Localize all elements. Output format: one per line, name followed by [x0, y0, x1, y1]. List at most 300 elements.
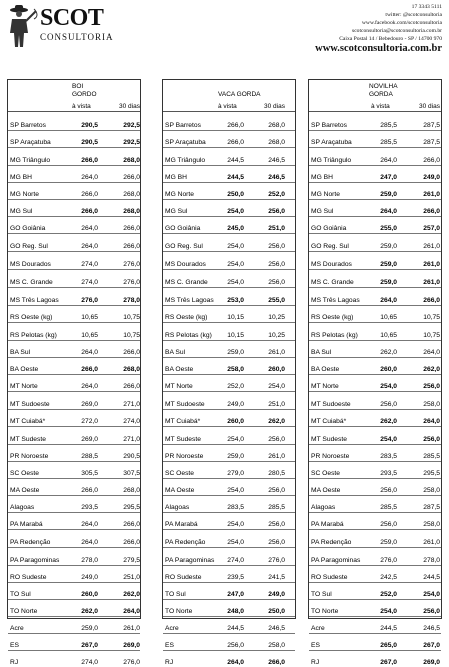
- price-avista: 264,0: [81, 225, 98, 232]
- region-name: RS Oeste (kg): [311, 314, 354, 321]
- price-30dias: 285,5: [268, 504, 285, 511]
- table-row: [8, 287, 140, 305]
- column-header-30dias: 30 dias: [419, 103, 440, 110]
- price-30dias: 10,25: [268, 314, 285, 321]
- price-avista: 285,5: [380, 139, 397, 146]
- region-name: MS Dourados: [311, 261, 352, 268]
- table-row: [8, 251, 140, 269]
- region-name: GO Goiânia: [311, 225, 347, 232]
- table-row: [309, 357, 441, 374]
- region-name: TO Norte: [311, 608, 339, 615]
- price-avista: 266,0: [81, 208, 98, 215]
- table-row: [309, 409, 441, 426]
- table-title: BOI GORDO: [72, 83, 97, 98]
- price-avista: 252,0: [227, 383, 244, 390]
- region-name: SP Araçatuba: [10, 139, 51, 146]
- price-30dias: 276,0: [268, 557, 285, 564]
- price-30dias: 10,75: [123, 332, 140, 339]
- table-title: VACA GORDA: [218, 91, 261, 98]
- logo-wordmark: SCOT: [40, 5, 104, 31]
- region-name: MS Dourados: [165, 261, 206, 268]
- region-name: MT Cuiabá*: [311, 418, 347, 425]
- table-row: [163, 444, 295, 461]
- price-30dias: 249,0: [423, 174, 440, 181]
- price-avista: 264,0: [380, 208, 397, 215]
- price-30dias: 268,0: [123, 366, 140, 373]
- table-row: [8, 340, 140, 357]
- table-row: [163, 650, 295, 667]
- region-name: MG Norte: [165, 191, 194, 198]
- table-row: [309, 461, 441, 478]
- price-avista: 262,0: [380, 418, 397, 425]
- region-name: MG Triângulo: [311, 157, 352, 164]
- region-name: PA Marabá: [311, 521, 344, 528]
- price-30dias: 262,0: [268, 418, 285, 425]
- region-name: GO Reg. Sul: [165, 243, 203, 250]
- price-30dias: 256,0: [268, 539, 285, 546]
- region-name: BA Oeste: [10, 366, 39, 373]
- price-avista: 247,0: [380, 174, 397, 181]
- price-avista: 285,5: [380, 122, 397, 129]
- region-name: MA Oeste: [311, 487, 341, 494]
- price-avista: 254,0: [380, 608, 397, 615]
- table-row: [163, 426, 295, 444]
- table-row: [163, 147, 295, 165]
- price-30dias: 246,5: [268, 174, 285, 181]
- price-30dias: 307,5: [123, 470, 140, 477]
- region-name: GO Reg. Sul: [10, 243, 48, 250]
- table-row: [8, 633, 140, 650]
- price-avista: 266,0: [81, 487, 98, 494]
- table-row: [8, 357, 140, 374]
- price-avista: 239,5: [227, 574, 244, 581]
- price-30dias: 268,0: [268, 139, 285, 146]
- price-30dias: 264,0: [423, 418, 440, 425]
- region-name: PR Noroeste: [165, 453, 204, 460]
- price-avista: 265,0: [380, 642, 397, 649]
- price-avista: 259,0: [227, 453, 244, 460]
- region-name: PR Noroeste: [10, 453, 49, 460]
- price-avista: 266,0: [227, 139, 244, 146]
- table-row: [163, 165, 295, 182]
- table-row: [163, 233, 295, 251]
- region-name: RJ: [311, 659, 320, 666]
- price-avista: 278,0: [81, 557, 98, 564]
- column-header-30dias: 30 dias: [119, 103, 140, 110]
- contact-website[interactable]: www.scotconsultoria.com.br: [315, 43, 442, 54]
- price-30dias: 260,0: [268, 366, 285, 373]
- price-avista: 254,0: [227, 521, 244, 528]
- price-30dias: 10,25: [268, 332, 285, 339]
- region-name: BA Sul: [10, 349, 31, 356]
- price-avista: 266,0: [81, 157, 98, 164]
- logo-subtitle: CONSULTORIA: [40, 32, 114, 42]
- region-name: PA Marabá: [10, 521, 43, 528]
- table-row: [163, 130, 295, 147]
- region-name: MT Sudeste: [10, 436, 46, 443]
- table-row: [309, 322, 441, 340]
- price-avista: 252,0: [380, 591, 397, 598]
- price-avista: 256,0: [380, 401, 397, 408]
- price-30dias: 266,0: [123, 225, 140, 232]
- price-avista: 259,0: [380, 279, 397, 286]
- price-avista: 264,0: [380, 157, 397, 164]
- price-30dias: 251,0: [268, 225, 285, 232]
- region-name: PA Paragominas: [311, 557, 361, 564]
- price-avista: 259,0: [380, 539, 397, 546]
- region-name: RS Oeste (kg): [165, 314, 208, 321]
- price-avista: 262,0: [380, 349, 397, 356]
- price-avista: 256,0: [380, 487, 397, 494]
- table-row: [163, 287, 295, 305]
- table-row: [309, 391, 441, 409]
- price-30dias: 269,0: [423, 659, 440, 666]
- table-row: [163, 565, 295, 582]
- price-avista: 266,0: [81, 191, 98, 198]
- table-row: [163, 251, 295, 269]
- table-row: [163, 495, 295, 512]
- column-header-avista: à vista: [72, 103, 91, 110]
- table-row: [163, 340, 295, 357]
- contact-phone: 17 3343 5111: [411, 4, 442, 10]
- region-name: MT Sudoeste: [311, 401, 351, 408]
- price-avista: 259,0: [380, 243, 397, 250]
- price-30dias: 267,0: [423, 642, 440, 649]
- price-avista: 256,0: [380, 521, 397, 528]
- price-avista: 248,0: [227, 608, 244, 615]
- table-row: [163, 547, 295, 565]
- price-30dias: 278,0: [423, 557, 440, 564]
- region-name: SP Araçatuba: [165, 139, 206, 146]
- table-row: [163, 529, 295, 547]
- price-30dias: 268,0: [123, 157, 140, 164]
- price-30dias: 287,5: [423, 122, 440, 129]
- price-30dias: 276,0: [123, 261, 140, 268]
- price-avista: 259,0: [380, 191, 397, 198]
- price-30dias: 254,0: [268, 383, 285, 390]
- price-avista: 254,0: [227, 539, 244, 546]
- region-name: MT Cuiabá*: [10, 418, 46, 425]
- region-name: PA Paragominas: [165, 557, 215, 564]
- region-name: RS Oeste (kg): [10, 314, 53, 321]
- price-avista: 264,0: [81, 539, 98, 546]
- price-avista: 267,0: [380, 659, 397, 666]
- price-avista: 249,0: [227, 401, 244, 408]
- price-30dias: 250,0: [268, 608, 285, 615]
- table-row: [309, 130, 441, 147]
- price-30dias: 256,0: [268, 487, 285, 494]
- region-name: MG Norte: [10, 191, 39, 198]
- price-avista: 244,5: [227, 625, 244, 632]
- table-row: [8, 147, 140, 165]
- price-30dias: 266,0: [123, 174, 140, 181]
- price-avista: 254,0: [227, 261, 244, 268]
- table-row: [8, 233, 140, 251]
- region-name: PA Paragominas: [10, 557, 60, 564]
- price-avista: 254,0: [227, 487, 244, 494]
- price-30dias: 256,0: [423, 383, 440, 390]
- price-30dias: 285,5: [423, 453, 440, 460]
- table-row: [309, 633, 441, 650]
- price-30dias: 244,5: [423, 574, 440, 581]
- price-30dias: 271,0: [123, 401, 140, 408]
- price-30dias: 256,0: [268, 279, 285, 286]
- region-name: SP Barretos: [311, 122, 347, 129]
- region-name: MG BH: [10, 174, 32, 181]
- region-name: Alagoas: [10, 504, 35, 511]
- price-avista: 254,0: [380, 436, 397, 443]
- table-row: [8, 269, 140, 287]
- price-avista: 276,0: [380, 557, 397, 564]
- cowboy-logo-icon: [4, 3, 40, 49]
- price-avista: 264,0: [81, 349, 98, 356]
- table-row: [309, 340, 441, 357]
- price-30dias: 266,0: [423, 208, 440, 215]
- price-avista: 274,0: [227, 557, 244, 564]
- region-name: BA Oeste: [165, 366, 194, 373]
- table-row: [309, 547, 441, 565]
- price-30dias: 256,0: [423, 436, 440, 443]
- region-name: MG Sul: [10, 208, 33, 215]
- table-row: [163, 216, 295, 233]
- table-row: [163, 305, 295, 322]
- price-30dias: 295,5: [123, 504, 140, 511]
- region-name: MS Três Lagoas: [165, 297, 214, 304]
- table-row: [163, 461, 295, 478]
- region-name: MG Norte: [311, 191, 340, 198]
- column-header-avista: à vista: [371, 103, 390, 110]
- price-30dias: 279,5: [123, 557, 140, 564]
- region-name: SC Oeste: [10, 470, 39, 477]
- price-avista: 266,0: [227, 122, 244, 129]
- region-name: MS C. Grande: [165, 279, 208, 286]
- region-name: TO Sul: [10, 591, 31, 598]
- region-name: MS Dourados: [10, 261, 51, 268]
- price-table-2: [162, 79, 296, 666]
- price-avista: 283,5: [380, 453, 397, 460]
- price-table-1: [7, 79, 141, 666]
- region-name: TO Norte: [10, 608, 38, 615]
- table-row: [163, 599, 295, 616]
- price-avista: 290,5: [81, 122, 98, 129]
- table-row: [8, 512, 140, 529]
- price-30dias: 251,0: [268, 401, 285, 408]
- table-row: [163, 616, 295, 633]
- table-row: [309, 565, 441, 582]
- contact-email[interactable]: scotconsultoria@scotconsultoria.com.br: [352, 28, 442, 34]
- price-30dias: 256,0: [423, 608, 440, 615]
- table-row: [309, 147, 441, 165]
- price-avista: 274,0: [81, 279, 98, 286]
- table-row: [8, 529, 140, 547]
- price-avista: 260,0: [81, 591, 98, 598]
- table-row: [163, 112, 295, 130]
- price-avista: 290,5: [81, 139, 98, 146]
- price-30dias: 261,0: [423, 539, 440, 546]
- region-name: MS Três Lagoas: [10, 297, 59, 304]
- region-name: Acre: [10, 625, 24, 632]
- table-row: [309, 233, 441, 251]
- column-header-avista: à vista: [218, 103, 237, 110]
- region-name: RO Sudeste: [311, 574, 348, 581]
- price-30dias: 276,0: [123, 279, 140, 286]
- table-row: [163, 633, 295, 650]
- table-row: [8, 495, 140, 512]
- region-name: GO Goiânia: [165, 225, 201, 232]
- price-avista: 264,0: [81, 174, 98, 181]
- price-avista: 264,0: [81, 521, 98, 528]
- region-name: TO Norte: [165, 608, 193, 615]
- price-30dias: 241,5: [268, 574, 285, 581]
- table-row: [309, 426, 441, 444]
- price-avista: 264,0: [81, 243, 98, 250]
- price-avista: 247,0: [227, 591, 244, 598]
- region-name: PA Redenção: [165, 539, 206, 546]
- price-avista: 267,0: [81, 642, 98, 649]
- table-row: [309, 444, 441, 461]
- price-avista: 305,5: [81, 470, 98, 477]
- table-row: [309, 112, 441, 130]
- table-row: [163, 391, 295, 409]
- price-avista: 10,65: [81, 314, 98, 321]
- price-avista: 259,0: [380, 261, 397, 268]
- price-30dias: 292,5: [123, 139, 140, 146]
- table-row: [8, 478, 140, 495]
- price-30dias: 10,75: [423, 314, 440, 321]
- price-avista: 259,0: [227, 349, 244, 356]
- price-30dias: 10,75: [123, 314, 140, 321]
- price-avista: 245,0: [227, 225, 244, 232]
- table-row: [8, 426, 140, 444]
- price-avista: 266,0: [81, 366, 98, 373]
- region-name: MG Triângulo: [10, 157, 51, 164]
- price-30dias: 261,0: [423, 261, 440, 268]
- price-30dias: 266,0: [123, 383, 140, 390]
- table-row: [8, 391, 140, 409]
- contact-facebook[interactable]: www.facebook.com/scotconsultoria: [361, 20, 442, 26]
- table-row: [309, 478, 441, 495]
- contact-twitter[interactable]: twitter: @scotconsultoria: [385, 12, 442, 18]
- region-name: RJ: [165, 659, 174, 666]
- price-avista: 262,0: [81, 608, 98, 615]
- price-30dias: 276,0: [123, 659, 140, 666]
- price-30dias: 264,0: [123, 608, 140, 615]
- region-name: SP Araçatuba: [311, 139, 352, 146]
- price-avista: 244,5: [227, 174, 244, 181]
- price-30dias: 258,0: [268, 642, 285, 649]
- price-30dias: 295,5: [423, 470, 440, 477]
- region-name: Alagoas: [311, 504, 336, 511]
- table-row: [8, 374, 140, 391]
- price-30dias: 256,0: [268, 208, 285, 215]
- column-header-30dias: 30 dias: [264, 103, 285, 110]
- region-name: MT Cuiabá*: [165, 418, 201, 425]
- price-avista: 283,5: [227, 504, 244, 511]
- price-30dias: 256,0: [268, 436, 285, 443]
- price-avista: 255,0: [380, 225, 397, 232]
- price-avista: 264,0: [380, 297, 397, 304]
- table-row: [309, 374, 441, 391]
- table-row: [8, 199, 140, 216]
- table-row: [8, 599, 140, 616]
- price-avista: 293,5: [380, 470, 397, 477]
- region-name: RS Pelotas (kg): [165, 332, 212, 339]
- price-30dias: 268,0: [123, 191, 140, 198]
- region-name: Acre: [311, 625, 325, 632]
- price-30dias: 262,0: [423, 366, 440, 373]
- table-title: NOVILHA GORDA: [369, 83, 398, 98]
- price-avista: 269,0: [81, 436, 98, 443]
- region-name: MS Três Lagoas: [311, 297, 360, 304]
- region-name: MG Sul: [311, 208, 334, 215]
- table-row: [8, 650, 140, 667]
- price-avista: 285,5: [380, 504, 397, 511]
- price-avista: 254,0: [227, 436, 244, 443]
- region-name: MT Sudoeste: [10, 401, 50, 408]
- region-name: BA Sul: [311, 349, 332, 356]
- region-name: SC Oeste: [165, 470, 194, 477]
- table-row: [8, 112, 140, 130]
- table-row: [163, 512, 295, 529]
- table-row: [163, 322, 295, 340]
- price-30dias: 262,0: [123, 591, 140, 598]
- price-avista: 260,0: [380, 366, 397, 373]
- price-30dias: 266,0: [423, 157, 440, 164]
- price-avista: 274,0: [81, 659, 98, 666]
- price-30dias: 261,0: [268, 349, 285, 356]
- region-name: MT Norte: [165, 383, 193, 390]
- region-name: MA Oeste: [165, 487, 195, 494]
- price-30dias: 264,0: [423, 349, 440, 356]
- region-name: Alagoas: [165, 504, 190, 511]
- table-row: [8, 165, 140, 182]
- price-avista: 250,0: [227, 191, 244, 198]
- region-name: SP Barretos: [165, 122, 201, 129]
- price-30dias: 257,0: [423, 225, 440, 232]
- region-name: SC Oeste: [311, 470, 340, 477]
- region-name: BA Sul: [165, 349, 186, 356]
- table-row: [8, 182, 140, 199]
- region-name: ES: [10, 642, 19, 649]
- price-30dias: 261,0: [423, 243, 440, 250]
- price-avista: 254,0: [227, 243, 244, 250]
- table-row: [309, 165, 441, 182]
- price-avista: 10,65: [380, 314, 397, 321]
- price-30dias: 266,0: [123, 243, 140, 250]
- price-30dias: 287,5: [423, 504, 440, 511]
- table-row: [309, 305, 441, 322]
- price-30dias: 249,0: [268, 591, 285, 598]
- price-30dias: 271,0: [123, 436, 140, 443]
- price-30dias: 266,0: [123, 521, 140, 528]
- price-avista: 254,0: [227, 279, 244, 286]
- table-row: [8, 322, 140, 340]
- region-name: MT Norte: [10, 383, 38, 390]
- table-row: [309, 512, 441, 529]
- price-30dias: 246,5: [423, 625, 440, 632]
- region-name: GO Goiânia: [10, 225, 46, 232]
- region-name: RO Sudeste: [10, 574, 47, 581]
- table-row: [163, 374, 295, 391]
- price-avista: 259,0: [81, 625, 98, 632]
- table-row: [309, 495, 441, 512]
- region-name: ES: [311, 642, 320, 649]
- price-avista: 269,0: [81, 401, 98, 408]
- table-row: [309, 269, 441, 287]
- table-row: [163, 478, 295, 495]
- price-30dias: 258,0: [423, 521, 440, 528]
- price-30dias: 254,0: [423, 591, 440, 598]
